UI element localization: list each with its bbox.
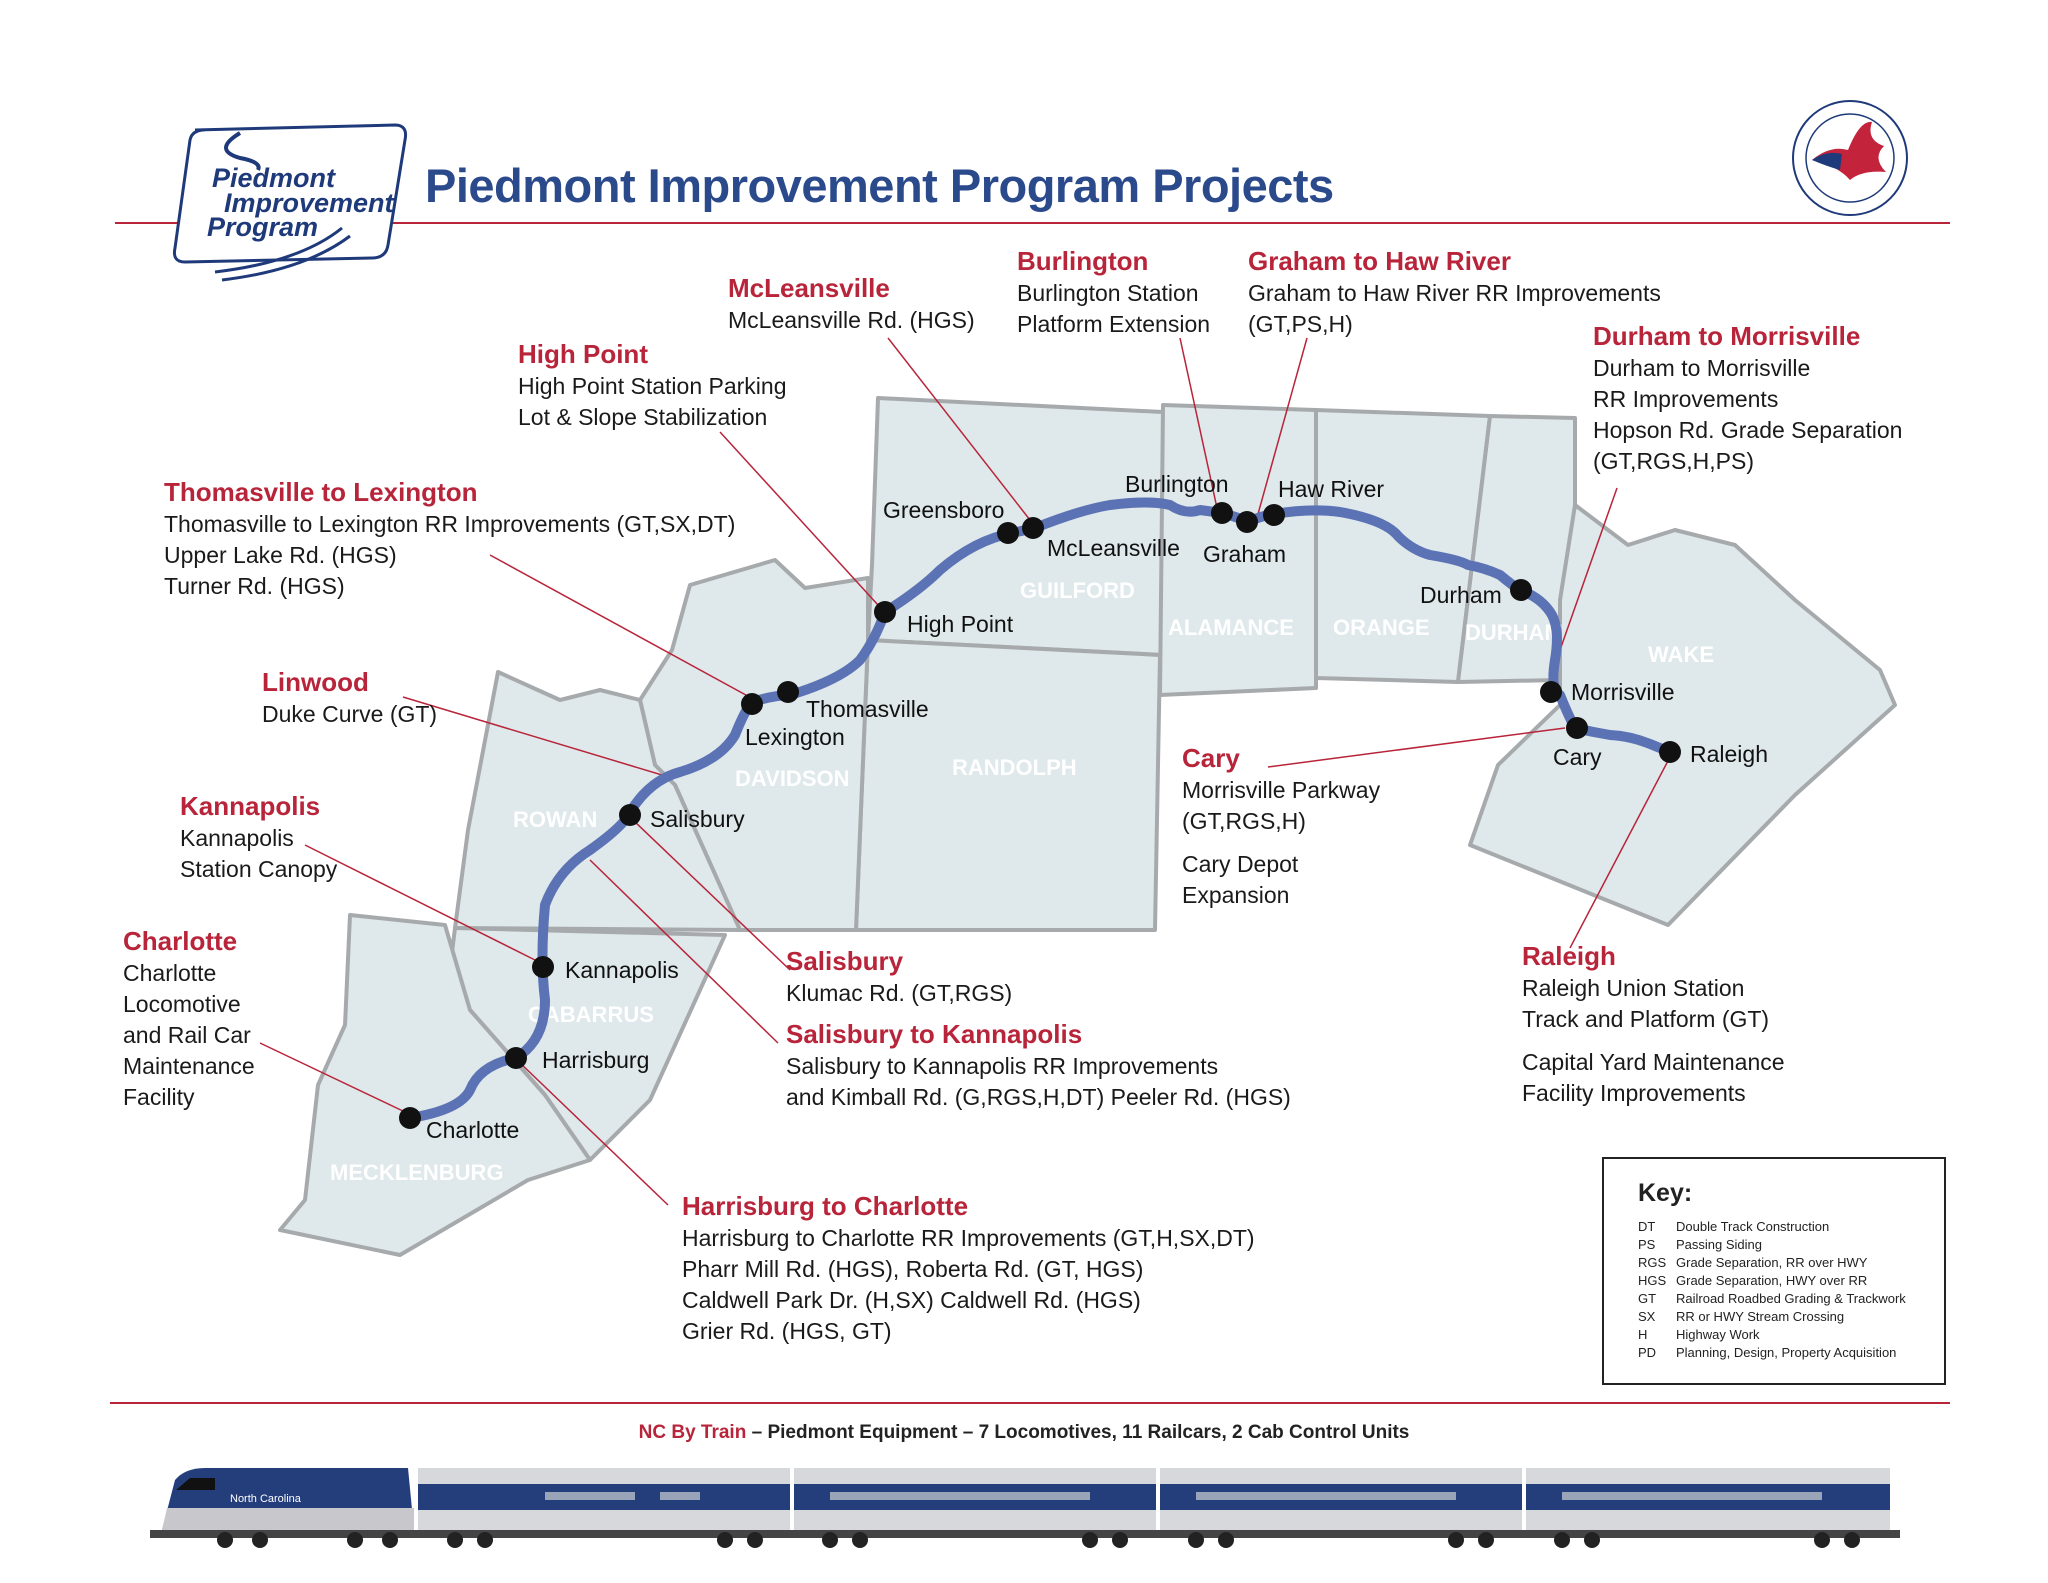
key-code: SX [1638,1309,1656,1324]
page-title: Piedmont Improvement Program Projects [425,159,1334,212]
key-desc: Passing Siding [1676,1237,1762,1252]
county-label-wake: WAKE [1648,642,1714,667]
station-label-thomasville: Thomasville [806,696,929,722]
station-label-kannapolis: Kannapolis [565,957,679,983]
project-line: Salisbury to Kannapolis RR Improvements [786,1053,1219,1079]
project-line: Station Canopy [180,856,338,882]
project-harrisburg-charlotte [682,1190,1255,1347]
project-line: Hopson Rd. Grade Separation [1593,417,1903,443]
project-line: Locomotive [123,991,241,1017]
project-line: Burlington Station [1017,280,1199,306]
station-label-graham: Graham [1203,541,1287,567]
project-heading: Graham to Haw River [1248,246,1511,276]
station-dot-salisbury [619,804,641,826]
project-line: Platform Extension [1017,311,1211,337]
county-label-durham: DURHAM [1465,620,1563,645]
key-row [1638,1255,1867,1270]
key-row [1638,1219,1829,1234]
project-line: High Point Station Parking [518,373,787,399]
key-desc: RR or HWY Stream Crossing [1676,1309,1845,1324]
map-key [1602,1157,1946,1385]
key-desc: Highway Work [1676,1327,1760,1342]
project-heading: Charlotte [123,926,238,956]
key-row [1638,1327,1760,1342]
train-illustration [150,1468,1900,1548]
key-code: H [1638,1327,1648,1342]
project-line: (GT,RGS,H,PS) [1593,448,1755,474]
project-thomasville-lexington [164,476,735,602]
key-desc: Grade Separation, HWY over RR [1676,1273,1868,1288]
station-dot-harrisburg [505,1047,527,1069]
station-label-lexington: Lexington [745,724,845,750]
project-line: Caldwell Park Dr. (H,SX) Caldwell Rd. (HGS) [682,1287,1141,1313]
station-dot-cary [1566,717,1588,739]
project-line: Harrisburg to Charlotte RR Improvements (GT,H,SX,DT) [682,1225,1255,1251]
project-line: McLeansville Rd. (HGS) [728,307,975,333]
county-label-cabarrus: CABARRUS [528,1002,654,1027]
station-dot-raleigh [1659,741,1681,763]
project-heading: Kannapolis [180,791,321,821]
project-heading: Harrisburg to Charlotte [682,1191,969,1221]
project-burlington [1017,245,1210,340]
project-line: Maintenance [123,1053,255,1079]
project-line: Expansion [1182,882,1290,908]
key-desc: Grade Separation, RR over HWY [1676,1255,1868,1270]
station-dot-mcleansville [1022,517,1044,539]
key-row [1638,1291,1906,1306]
project-line: Cary Depot [1182,851,1299,877]
project-line: (GT,PS,H) [1248,311,1353,337]
station-dot-burlington [1211,502,1233,524]
train-livery-text: North Carolina [230,1493,301,1505]
station-dot-lexington [741,693,763,715]
project-line: and Rail Car [123,1022,251,1048]
key-code: PS [1638,1237,1656,1252]
footer-text: – Piedmont Equipment – 7 Locomotives, 11 Railcars, 2 Cab Control Units [746,1422,1410,1443]
county-label-alamance: ALAMANCE [1168,615,1294,640]
key-code: DT [1638,1219,1656,1234]
county-label-davidson: DAVIDSON [735,766,850,791]
project-high-point [518,338,787,433]
station-label-raleigh: Raleigh [1690,741,1768,767]
station-dot-kannapolis [532,956,554,978]
county-label-orange: ORANGE [1333,615,1430,640]
project-line: Facility [123,1084,195,1110]
project-heading: Thomasville to Lexington [164,477,478,507]
project-line: Thomasville to Lexington RR Improvements (GT,SX,DT) [164,511,736,537]
project-heading: Linwood [262,667,369,697]
key-code: PD [1638,1345,1657,1360]
key-row [1638,1345,1896,1360]
key-desc: Railroad Roadbed Grading & Trackwork [1676,1291,1906,1306]
key-desc: Planning, Design, Property Acquisition [1676,1345,1897,1360]
station-label-burlington: Burlington [1125,471,1229,497]
station-dot-high-point [874,601,896,623]
project-kannapolis [180,790,337,885]
station-label-mcleansville: McLeansville [1047,535,1180,561]
project-line: RR Improvements [1593,386,1779,412]
key-code: HGS [1638,1273,1667,1288]
project-durham-morrisville [1593,320,1902,477]
project-line: and Kimball Rd. (G,RGS,H,DT) Peeler Rd. (HGS) [786,1084,1291,1110]
project-line: Pharr Mill Rd. (HGS), Roberta Rd. (GT, HGS) [682,1256,1144,1282]
logo-text-line1: Piedmont [212,163,336,193]
station-label-durham: Durham [1420,582,1502,608]
project-raleigh [1522,940,1785,1109]
project-line: (GT,RGS,H) [1182,808,1306,834]
station-dot-morrisville [1540,681,1562,703]
logo-text-line3: Program [207,212,319,242]
project-line: Kannapolis [180,825,294,851]
station-label-haw-river: Haw River [1278,476,1385,502]
project-line: Turner Rd. (HGS) [164,573,345,599]
key-code: GT [1638,1291,1657,1306]
station-label-greensboro: Greensboro [883,497,1005,523]
county-label-rowan: ROWAN [513,807,598,832]
project-line: Durham to Morrisville [1593,355,1811,381]
project-line: Upper Lake Rd. (HGS) [164,542,397,568]
station-label-salisbury: Salisbury [650,806,745,832]
station-label-charlotte: Charlotte [426,1117,520,1143]
key-row [1638,1273,1867,1288]
project-line: Graham to Haw River RR Improvements [1248,280,1661,306]
key-code: RGS [1638,1255,1667,1270]
footer-caption [0,1422,2048,1444]
key-title: Key: [1638,1179,1693,1207]
project-line: Duke Curve (GT) [262,701,438,727]
project-heading: Raleigh [1522,941,1616,971]
project-linwood [262,666,437,730]
project-heading: Burlington [1017,246,1149,276]
station-dot-graham [1236,511,1258,533]
project-heading: Salisbury to Kannapolis [786,1019,1083,1049]
station-label-high-point: High Point [907,611,1014,637]
project-line: Track and Platform (GT) [1522,1006,1770,1032]
project-cary [1182,742,1380,911]
logo-text-line2: Improvement [224,188,394,218]
project-heading: Cary [1182,743,1240,773]
project-line: Grier Rd. (HGS, GT) [682,1318,892,1344]
project-heading: Durham to Morrisville [1593,321,1861,351]
project-heading: McLeansville [728,273,890,303]
project-heading: Salisbury [786,946,904,976]
project-mcleansville [728,272,975,336]
station-dot-haw-river [1263,504,1285,526]
project-line: Facility Improvements [1522,1080,1746,1106]
county-randolph [856,640,1160,930]
station-dot-greensboro [997,522,1019,544]
project-line: Morrisville Parkway [1182,777,1381,803]
station-dot-charlotte [399,1107,421,1129]
project-heading: High Point [518,339,648,369]
key-row [1638,1237,1762,1252]
station-label-harrisburg: Harrisburg [542,1047,650,1073]
project-salisbury [786,945,1012,1009]
key-desc: Double Track Construction [1676,1219,1830,1234]
station-label-morrisville: Morrisville [1571,679,1675,705]
county-label-mecklenburg: MECKLENBURG [330,1160,504,1185]
footer-brand: NC By Train [638,1422,747,1443]
station-dot-thomasville [777,681,799,703]
project-line: Charlotte [123,960,217,986]
county-label-randolph: RANDOLPH [952,755,1077,780]
project-line: Klumac Rd. (GT,RGS) [786,980,1013,1006]
key-row [1638,1309,1844,1324]
ncdot-seal [1793,101,1907,215]
project-line: Lot & Slope Stabilization [518,404,768,430]
station-label-cary: Cary [1553,744,1602,770]
county-label-guilford: GUILFORD [1020,578,1135,603]
project-salisbury-kannapolis [786,1018,1291,1113]
station-dot-durham [1510,579,1532,601]
project-line: Raleigh Union Station [1522,975,1745,1001]
project-charlotte [123,925,255,1113]
project-line: Capital Yard Maintenance [1522,1049,1785,1075]
